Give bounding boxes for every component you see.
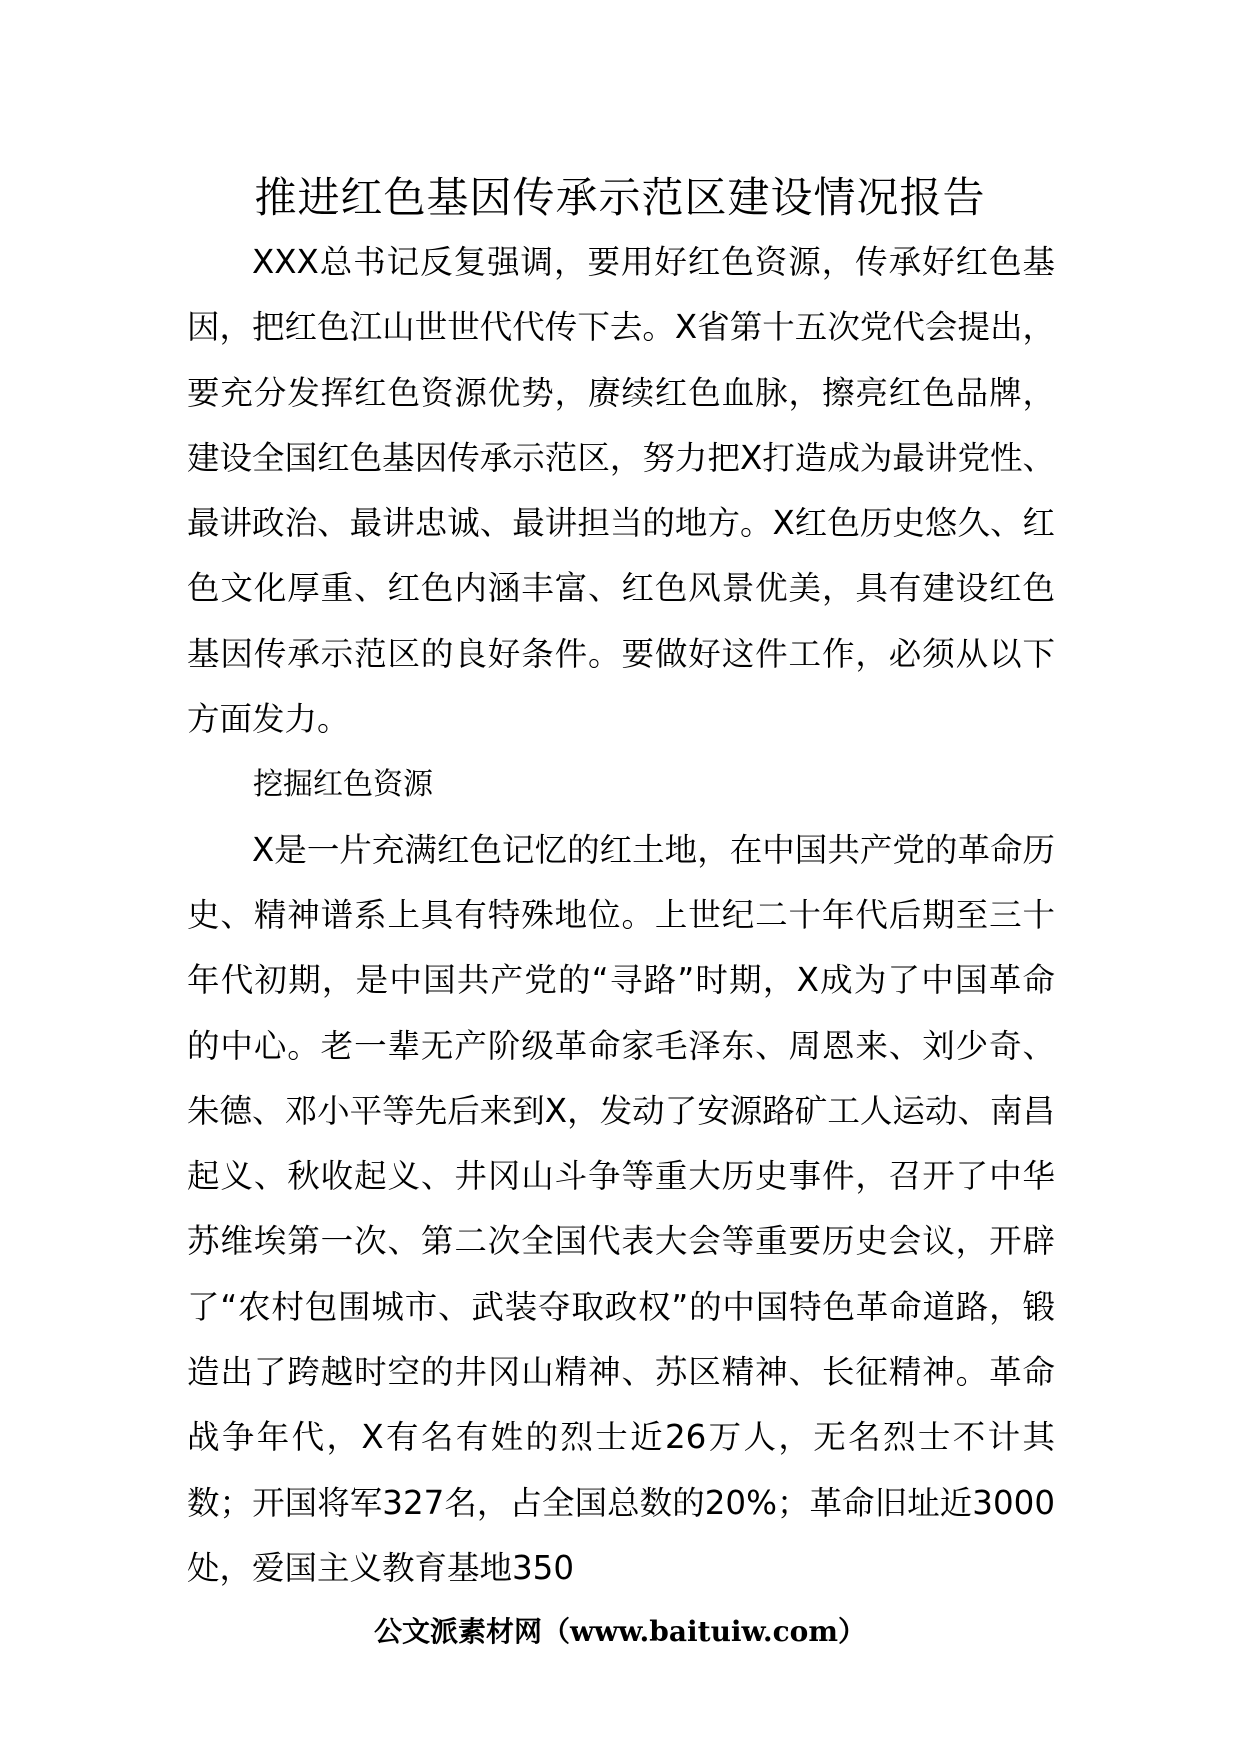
history-paragraph: X是一片充满红色记忆的红土地，在中国共产党的革命历史、精神谱系上具有特殊地位。上世纪二十年代后期至三十年代初期，是中国共产党的“寻路”时期，X成为了中国革命的中心。老一辈无产阶级革命家毛泽东、周恩来、刘少奇、朱德、邓小平等先后来到X，发动了安源路矿工人运动、南昌起义、秋收起义、井冈山斗争等重大历史事件，召开了中华苏维埃第一次、第二次全国代表大会等重要历史会议，开辟了“农村包围城市、武装夺取政权”的中国特色革命道路，锻造出了跨越时空的井冈山精神、苏区精神、长征精神。革命战争年代，X有名有姓的烈士近26万人，无名烈士不计其数；开国将军327名，占全国总数的20%；革命旧址近3000处，爱国主义教育基地350 bbox=[187, 830, 1055, 1587]
intro-paragraph: XXX总书记反复强调，要用好红色资源，传承好红色基因，把红色江山世世代代传下去。X省第十五次党代会提出，要充分发挥红色资源优势，赓续红色血脉，擦亮红色品牌，建设全国红色基因传承示范区，努力把X打造成为最讲党性、最讲政治、最讲忠诚、最讲担当的地方。X红色历史悠久、红色文化厚重、红色内涵丰富、红色风景优美，具有建设红色基因传承示范区的良好条件。要做好这件工作，必须从以下方面发力。 bbox=[187, 243, 1055, 739]
section-heading: 挖掘红色资源 bbox=[253, 767, 433, 803]
document-title: 推进红色基因传承示范区建设情况报告 bbox=[254, 173, 986, 222]
footer-watermark: 公文派素材网（www.baituiw.com） bbox=[374, 1615, 866, 1648]
document-body bbox=[187, 230, 1055, 1601]
